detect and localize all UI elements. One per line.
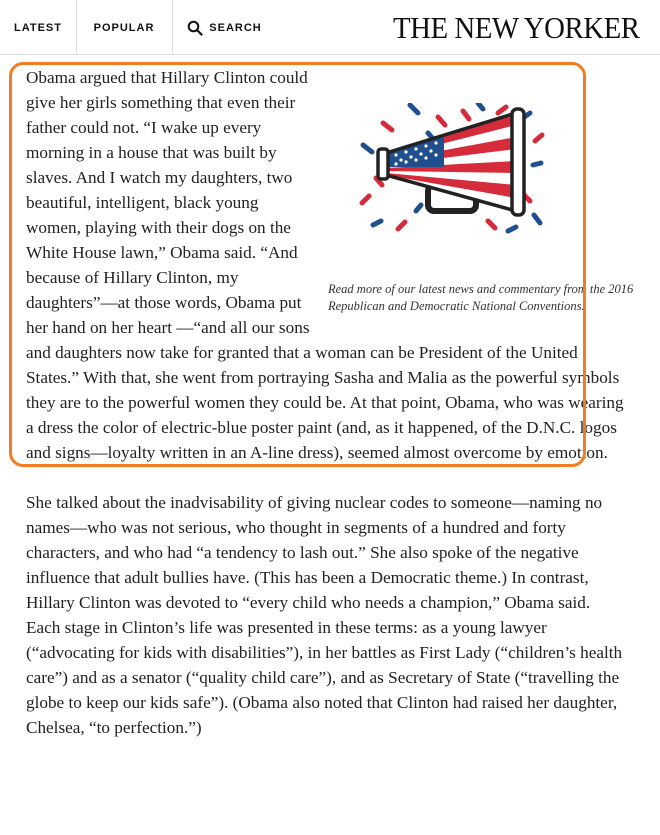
article-paragraph-1: Obama argued that Hillary Clinton could give her girls something that even their father could not. “I wake up every morning in a house that was built by slaves. And I watch my daughters, two beautiful, intelligent, black young women, playing with their dogs on the White House lawn,” Obama said. “And because of Hillary Clinton, my daughters”—at those words, Obama put her hand on her heart —“and all our sons and daughters now take for granted that a woman can be President of the United States.” With that, she went from portraying Sasha and Malia as the powerful symbols they are to the powerful women they could be. At that point, Obama, who was wearing a dress the color of electric-blue poster paint (and, as it happened, of the D.N.C. logos and signs—loyalty written in an A-line dress), seemed almost overcome by emotion. <box>26 68 624 462</box>
article-body <box>26 65 634 740</box>
paragraph-with-figure <box>26 65 634 465</box>
convention-promo-figure[interactable] <box>322 65 640 315</box>
article-paragraph-2: She talked about the inadvisability of giving nuclear codes to someone—naming no names—who was not serious, who thought in segments of a hundred and forty characters, and who had “a tendency to lash out.” She also spoke of the negative influence that adult bullies have. (This has been a Democratic theme.) In contrast, Hillary Clinton was devoted to “every child who needs a champion,” Obama said. Each stage in Clinton’s life was presented in these terms: as a young lawyer (“advocating for kids with disabilities”), in her battles as First Lady (“children’s health care”) and as a senator (“quality child care”), and as Secretary of State (“travelling the globe to keep our kids safe”). (Obama also noted that Clinton had raised her daughter, Chelsea, “to perfection.”) <box>26 493 623 737</box>
megaphone-flag-icon <box>358 103 548 243</box>
search-icon <box>187 20 203 36</box>
site-logo[interactable]: THE NEW YORKER <box>393 10 640 45</box>
top-nav-bar <box>0 0 660 55</box>
nav-search-button[interactable] <box>172 0 277 55</box>
figure-caption[interactable]: Read more of our latest news and commentary from the 2016 Republican and Democratic National Conventions. <box>328 282 634 313</box>
nav-latest-link[interactable]: LATEST <box>0 0 77 55</box>
nav-search-label: SEARCH <box>209 21 262 34</box>
nav-popular-link[interactable]: POPULAR <box>76 0 173 55</box>
